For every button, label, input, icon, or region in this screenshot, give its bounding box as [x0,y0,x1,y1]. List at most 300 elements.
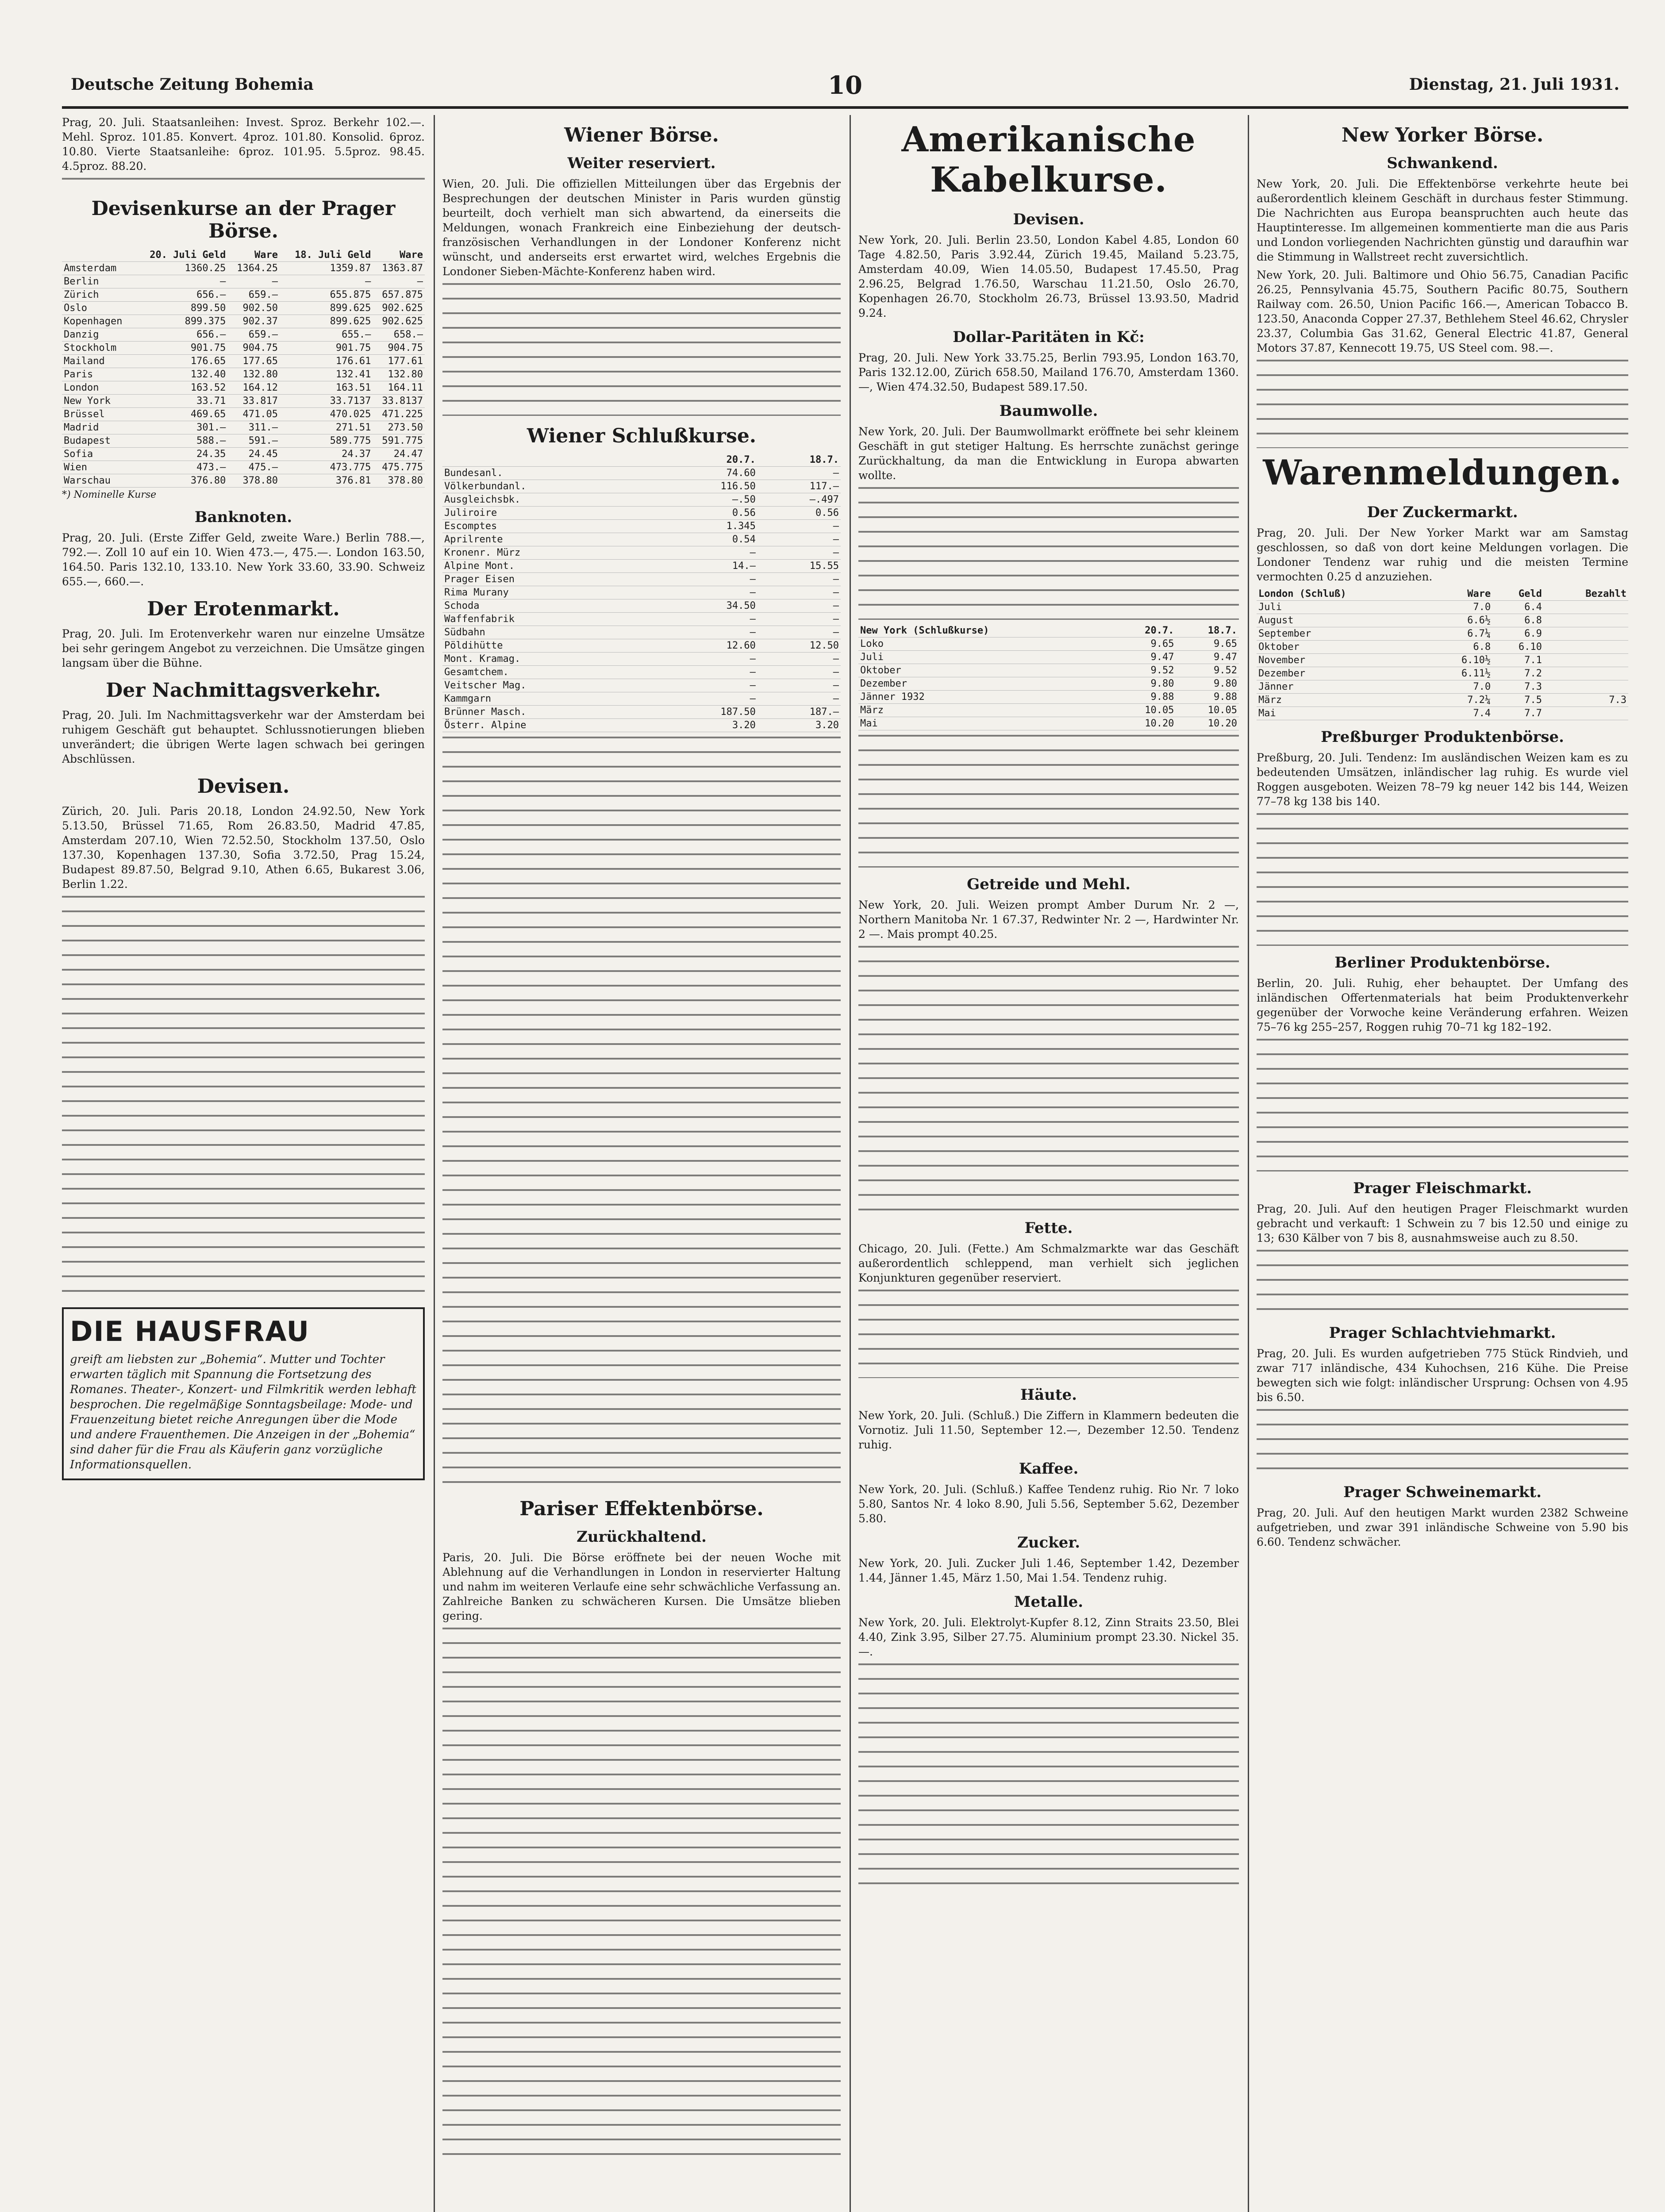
text-filler [858,1663,1239,1885]
table-cell: 471.225 [373,408,425,421]
table-cell: — [659,692,758,706]
table-cell: London [62,381,135,395]
wiener-boerse-subtitle: Weiter reserviert. [567,154,716,172]
table-cell: 7.3 [1544,694,1628,707]
table-row [858,664,1239,677]
table-cell: 187.50 [659,706,758,719]
table-row [62,302,425,315]
table-cell: 132.41 [280,368,373,381]
nachmittag-title: Der Nachmittagsverkehr. [106,679,381,702]
table-cell: Ausgleichsbk. [442,493,659,507]
table-row [1257,694,1628,707]
table-cell: 33.8137 [373,395,425,408]
text-filler [1257,1250,1628,1316]
table-cell: 311.— [227,421,280,434]
table-cell: Brünner Masch. [442,706,659,719]
table-cell: 7.3 [1492,680,1544,694]
table-cell: Dezember [858,677,1113,691]
table-cell: Mailand [62,355,135,368]
table-cell: Budapest [62,434,135,448]
text-filler [858,946,1239,1211]
banknoten-title: Banknoten. [194,508,292,526]
table-row [442,560,841,573]
text-filler [442,737,841,1489]
devisen2-text: Zürich, 20. Juli. Paris 20.18, London 24.92.50, New York 5.13.50, Brüssel 71.65, Rom 26.83.50, Madrid 47.85, Amsterdam 207.10, Wien 72.52.50, Stockholm 137.50, Oslo 137.30, Kopenhagen 137.30, Sofia 3.72.50, Prag 15.24, Budapest 89.87.50, Belgrad 9.10, Athen 6.65, Bukarest 3.06, Berlin 1.22. [62,805,425,891]
table-cell: August [1257,614,1430,627]
table-header-cell: Ware [227,249,280,262]
table-cell: 33.7137 [280,395,373,408]
table-row [442,507,841,520]
table-row [442,679,841,692]
kaffee-title: Kaffee. [1019,1460,1079,1478]
column-3 [858,115,1239,2212]
table-cell: Alpine Mont. [442,560,659,573]
fette-title: Fette. [1024,1219,1073,1237]
baumwolle-text: New York, 20. Juli. Der Baumwollmarkt eröffnete bei sehr kleinem Geschäft in gut stetiger Haltung. Es herrschte zunächst geringe Zurückhaltung, da man die Entwicklung in Europa abwarten wollte. [858,425,1239,482]
page-number: 10 [828,71,862,100]
table-cell [1544,667,1628,680]
table-cell: 10.20 [1176,717,1239,730]
table-cell: 7.7 [1492,707,1544,720]
table-row [62,421,425,434]
table-cell: Stockholm [62,342,135,355]
newspaper-page [62,66,1628,2212]
table-cell: 901.75 [135,342,227,355]
table-cell: 591.775 [373,434,425,448]
table-cell: 33.817 [227,395,280,408]
table-cell: 902.37 [227,315,280,328]
table-cell: 469.65 [135,408,227,421]
column-4 [1257,115,1628,2212]
table-cell: 34.50 [659,599,758,613]
table-row [62,395,425,408]
table-cell: 9.80 [1113,677,1176,691]
table-cell: 899.625 [280,315,373,328]
table-row [62,474,425,488]
table-cell: Mai [1257,707,1430,720]
zuckermarkt-table [1257,588,1628,720]
schlachtvieh-title: Prager Schlachtviehmarkt. [1329,1324,1556,1342]
table-cell: 132.80 [227,368,280,381]
table-cell: 1364.25 [227,262,280,275]
table-cell: 6.6½ [1430,614,1492,627]
table-row [62,275,425,288]
table-cell: — [758,573,841,586]
table-cell: 658.— [373,328,425,342]
column-2 [442,115,841,2212]
table-cell: Mai [858,717,1113,730]
metalle-text: New York, 20. Juli. Elektrolyt-Kupfer 8.12, Zinn Straits 23.50, Blei 4.40, Zink 3.95, Silber 27.75. Aluminium prompt 23.30. Nickel 35.—. [858,1616,1239,1658]
table-header-cell [442,453,659,467]
table-row [858,691,1239,704]
table-cell: 0.54 [659,533,758,546]
table-cell: 9.88 [1113,691,1176,704]
table-cell: 0.56 [758,507,841,520]
erotenmarkt-text: Prag, 20. Juli. Im Erotenverkehr waren nur einzelne Umsätze bei sehr geringem Angebot zu verzeichnen. Die Umsätze gingen langsam über die Bühne. [62,627,425,669]
warenmeldungen-title: Warenmeldungen. [1263,453,1622,493]
text-filler [1257,813,1628,946]
table-cell: Pöldihütte [442,639,659,653]
table-cell: Dezember [1257,667,1430,680]
table-cell: 3.20 [659,719,758,732]
table-header-cell: New York (Schlußkurse) [858,624,1113,637]
table-header-cell: 18. Juli Geld [280,249,373,262]
table-cell: 6.10 [1492,641,1544,654]
devisen2-title: Devisen. [197,775,290,798]
table-cell: — [758,679,841,692]
table-cell: 9.65 [1176,637,1239,651]
text-filler [858,1290,1239,1378]
table-cell: — [373,275,425,288]
table-cell: 15.55 [758,560,841,573]
berliner-text: Berlin, 20. Juli. Ruhig, eher behauptet. Der Umfang des inländischen Offertenmaterials hat beim Produktenverkehr gegenüber der Vorwoche keine Veränderung erfahren. Weizen 75–76 kg 255–257, Roggen ruhig 70–71 kg 182–192. [1257,977,1628,1033]
pariser-subtitle: Zurückhaltend. [577,1528,707,1546]
text-filler [62,896,425,1294]
table-cell: —.497 [758,493,841,507]
table-cell: Jänner [1257,680,1430,694]
table-cell: Kopenhagen [62,315,135,328]
table-row [442,480,841,493]
schweine-title: Prager Schweinemarkt. [1343,1483,1542,1501]
table-cell [1544,627,1628,641]
table-cell: 656.— [135,328,227,342]
table-cell: Oktober [1257,641,1430,654]
table-row [442,653,841,666]
table-cell: 9.52 [1176,664,1239,677]
getreide-title: Getreide und Mehl. [967,876,1131,893]
table-cell: 376.81 [280,474,373,488]
haeute-text: New York, 20. Juli. (Schluß.) Die Ziffern in Klammern bedeuten die Vornotiz. Juli 11.50, September 12.—, Dezember 12.50. Tendenz ruhig. [858,1409,1239,1451]
table-cell: Südbahn [442,626,659,639]
table-header-cell: Geld [1492,588,1544,601]
table-cell: 187.— [758,706,841,719]
table-row [62,461,425,474]
table-cell: 3.20 [758,719,841,732]
table-cell: — [758,653,841,666]
table-cell: 656.— [135,288,227,302]
table-cell: — [659,666,758,679]
text-filler [442,1628,841,2158]
table-row [1257,614,1628,627]
table-cell: Waffenfabrik [442,613,659,626]
table-cell: 904.75 [373,342,425,355]
table-cell: Warschau [62,474,135,488]
table-cell: Berlin [62,275,135,288]
haeute-title: Häute. [1020,1386,1077,1404]
table-cell: — [758,467,841,480]
schlusskurse-table [442,453,841,732]
table-header-cell: 18.7. [758,453,841,467]
table-cell: 164.11 [373,381,425,395]
table-cell: Wien [62,461,135,474]
erotenmarkt-title: Der Erotenmarkt. [147,598,340,620]
text-filler [858,487,1239,620]
table-cell: Kronenr. Mürz [442,546,659,560]
table-cell: 904.75 [227,342,280,355]
zuckermarkt-title: Der Zuckermarkt. [1367,503,1518,521]
table-cell: 9.47 [1176,651,1239,664]
table-cell: 1.345 [659,520,758,533]
table-row [62,342,425,355]
table-row [1257,654,1628,667]
table-cell: Paris [62,368,135,381]
table-cell: — [280,275,373,288]
nyb-text: New York, 20. Juli. Die Effektenbörse verkehrte heute bei außerordentlich kleinem Geschäft in durchaus fester Stimmung. Die Nachrichten aus Europa beanspruchten auch heute das Hauptinteresse. Im allgemeinen kommentierte man die aus Paris und London vorliegenden Nachrichten günstig und daraufhin war die Stimmung in Wallstreet recht zuversichtlich. [1257,177,1628,263]
table-cell: Aprilrente [442,533,659,546]
table-cell: 9.65 [1113,637,1176,651]
ad-body: greift am liebsten zur „Bohemia“. Mutter und Tochter erwarten täglich mit Spannung die Fortsetzung des Romanes. Theater-, Konzert- und Filmkritik werden lebhaft besprochen. Die regelmäßige Sonntagsbeilage: Mode- und Frauenzeitung bietet reiche Anregungen über die Mode und andere Frauenthemen. Die Anzeigen in der „Bohemia“ sind daher für die Frau als Käuferin ganz vorzügliche Informationsquellen. [70,1353,416,1471]
table-cell: Mont. Kramag. [442,653,659,666]
table-row [858,704,1239,717]
schlachtvieh-text: Prag, 20. Juli. Es wurden aufgetrieben 775 Stück Rindvieh, und zwar 717 inländische, 434 Kuhochsen, 216 Kühe. Die Preise bewegten sich wie folgt: inländischer Ursprung: Ochsen von 4.95 bis 6.50. [1257,1347,1628,1404]
text-filler [442,283,841,416]
text-filler [1257,360,1628,448]
table-row [442,546,841,560]
table-cell: 9.47 [1113,651,1176,664]
table-cell: — [135,275,227,288]
table-cell: 7.5 [1492,694,1544,707]
table-cell: — [758,666,841,679]
table-row [62,355,425,368]
table-cell [1544,601,1628,614]
pariser-text: Paris, 20. Juli. Die Börse eröffnete bei der neuen Woche mit Ablehnung auf die Verhandlungen in London in reservierter Haltung und nahm im weiteren Verlaufe eine sehr schwächliche Verfassung an. Zahlreiche Banken zu schwächeren Kursen. Die Umsätze blieben gering. [442,1551,841,1622]
table-cell: Amsterdam [62,262,135,275]
table-cell: 176.61 [280,355,373,368]
fette-text: Chicago, 20. Juli. (Fette.) Am Schmalzmarkte war das Geschäft außerordentlich schleppend, man verhielt sich jeglichen Konjunkturen gegenüber reserviert. [858,1242,1239,1284]
table-cell: 6.11½ [1430,667,1492,680]
table-row [1257,680,1628,694]
table-cell: 378.80 [227,474,280,488]
zucker-title: Zucker. [1017,1534,1081,1551]
table-cell: 132.80 [373,368,425,381]
dollar-paritaeten-text: Prag, 20. Juli. New York 33.75.25, Berlin 793.95, London 163.70, Paris 132.12.00, Zürich 658.50, Mailand 176.70, Amsterdam 1360.—, Wien 474.32.50, Budapest 589.17.50. [858,351,1239,393]
table-row [62,381,425,395]
table-row [1257,641,1628,654]
table-cell: Danzig [62,328,135,342]
table-row [858,651,1239,664]
zuckermarkt-text: Prag, 20. Juli. Der New Yorker Markt war am Samstag geschlossen, so daß von dort keine Meldungen vorlagen. Die Londoner Tendenz war ruhig und die meisten Termine vermochten 0.25 d anzuziehen. [1257,526,1628,583]
hausfrau-advertisement [62,1307,425,1480]
table-cell: 6.10½ [1430,654,1492,667]
table-cell: 7.1 [1492,654,1544,667]
table-cell: 7.2¼ [1430,694,1492,707]
table-cell: März [1257,694,1430,707]
table-row [62,368,425,381]
table-cell: Österr. Alpine [442,719,659,732]
table-header-cell: Ware [1430,588,1492,601]
table-cell: 132.40 [135,368,227,381]
table-cell: 6.7¼ [1430,627,1492,641]
ad-title: DIE HAUSFRAU [70,1315,310,1348]
nyb-quotes: New York, 20. Juli. Baltimore und Ohio 56.75, Canadian Pacific 26.25, Pennsylvania 45.75, Southern Pacific 80.75, Southern Railway com. 26.50, Union Pacific 166.—, American Tobacco B. 123.50, Anaconda Copper 27.37, Bethlehem Steel 46.62, Chrysler 23.37, Columbia Gas 31.62, General Electric 41.87, General Motors 37.87, Kennecott 19.75, US Steel com. 98.—. [1257,269,1628,354]
table-cell: 655.— [280,328,373,342]
table-cell: 10.05 [1176,704,1239,717]
table-cell: 899.50 [135,302,227,315]
table-cell: Oslo [62,302,135,315]
table-cell: September [1257,627,1430,641]
table-cell: 116.50 [659,480,758,493]
table-cell: 1363.87 [373,262,425,275]
table-cell: 473.— [135,461,227,474]
schlusskurse-title: Wiener Schlußkurse. [527,425,757,447]
table-cell: — [758,520,841,533]
table-cell: 12.50 [758,639,841,653]
table-cell: 24.47 [373,448,425,461]
table-cell: 177.61 [373,355,425,368]
table-row [62,448,425,461]
berliner-title: Berliner Produktenbörse. [1334,954,1550,972]
table-row [62,262,425,275]
table-cell: Kammgarn [442,692,659,706]
table-row [1257,601,1628,614]
table-cell: 902.625 [373,315,425,328]
table-cell: 659.— [227,328,280,342]
kaffee-text: New York, 20. Juli. (Schluß.) Kaffee Tendenz ruhig. Rio Nr. 7 loko 5.80, Santos Nr. 4 loko 8.90, Juli 5.56, September 5.62, Dezember 5.80. [858,1483,1239,1525]
table-cell: Schoda [442,599,659,613]
table-cell: 475.— [227,461,280,474]
text-filler [62,178,425,188]
produkten-title: Preßburger Produktenbörse. [1321,728,1564,746]
table-cell: — [758,599,841,613]
table-header-cell [62,249,135,262]
table-cell: Prager Eisen [442,573,659,586]
table-cell: 902.50 [227,302,280,315]
table-cell: 588.— [135,434,227,448]
table-cell: 24.35 [135,448,227,461]
table-cell: 24.37 [280,448,373,461]
table-cell: Zürich [62,288,135,302]
table-row [442,520,841,533]
baumwolle-title: Baumwolle. [999,402,1098,420]
table-cell: 6.8 [1430,641,1492,654]
table-cell: — [659,679,758,692]
table-row [858,637,1239,651]
table-row [442,666,841,679]
table-header-cell: 20. Juli Geld [135,249,227,262]
fleisch-title: Prager Fleischmarkt. [1353,1179,1532,1197]
table-cell: — [758,546,841,560]
nachmittag-text: Prag, 20. Juli. Im Nachmittagsverkehr war der Amsterdam bei ruhigem Geschäft gut behauptet. Schlussnotierungen blieben unverändert; die übrigen Werte lagen schwach bei geringen Abschlüssen. [62,709,425,765]
table-cell: Loko [858,637,1113,651]
table-row [442,586,841,599]
table-row [62,328,425,342]
table-cell: 657.875 [373,288,425,302]
table-cell: — [659,613,758,626]
table-cell: 470.025 [280,408,373,421]
table-cell: New York [62,395,135,408]
table-row [1257,627,1628,641]
zucker-text: New York, 20. Juli. Zucker Juli 1.46, September 1.42, Dezember 1.44, Jänner 1.45, März 1.50, Mai 1.54. Tendenz ruhig. [858,1557,1239,1584]
table-cell: März [858,704,1113,717]
text-filler [858,735,1239,868]
table-row [858,717,1239,730]
table-cell: Gesamtchem. [442,666,659,679]
table-cell: 901.75 [280,342,373,355]
text-filler [1257,1039,1628,1171]
table-cell: 273.50 [373,421,425,434]
banknoten-text: Prag, 20. Juli. (Erste Ziffer Geld, zweite Ware.) Berlin 788.—, 792.—. Zoll 10 auf ein 10. Wien 473.—, 475.—. London 163.50, 164.50. Paris 132.10, 133.10. New York 33.60, 33.90. Schweiz 655.—, 660.—. [62,531,425,588]
table-cell [1544,654,1628,667]
table-cell: — [758,533,841,546]
table-header-cell: Bezahlt [1544,588,1628,601]
table-row [1257,707,1628,720]
table-cell: 6.9 [1492,627,1544,641]
table-header-cell: London (Schluß) [1257,588,1430,601]
produkten-text: Preßburg, 20. Juli. Tendenz: Im ausländischen Weizen kam es zu bedeutenden Umsätzen, inländischer lag ruhig. Es wurde viel Roggen ausgeboten. Weizen 78–79 kg neuer 142 bis 144, Weizen 77–78 kg 138 bis 140. [1257,751,1628,808]
table-row [442,599,841,613]
table-cell: Juli [1257,601,1430,614]
table-row [62,315,425,328]
table-cell: November [1257,654,1430,667]
table-row [1257,667,1628,680]
table-header-cell: 20.7. [1113,624,1176,637]
table-cell: 473.775 [280,461,373,474]
table-cell: Escomptes [442,520,659,533]
table-header-cell: 20.7. [659,453,758,467]
table-cell: 10.05 [1113,704,1176,717]
table-row [62,288,425,302]
table-cell: — [758,613,841,626]
wiener-boerse-text: Wien, 20. Juli. Die offiziellen Mitteilungen über das Ergebnis der Besprechungen der deutschen Minister in Paris wurden günstig beurteilt, doch verhielt man sich abwartend, da einerseits die Meldungen, wonach Frankreich eine Einbeziehung der deutsch-französischen Verhandlungen in der Londoner Konferenz nicht wünscht, und anderseits erst erwartet wird, welches Ergebnis die Londoner Sieben-Mächte-Konferenz haben wird. [442,177,841,278]
nyb-subtitle: Schwankend. [1387,154,1498,172]
table-cell: 378.80 [373,474,425,488]
table-cell: Juli [858,651,1113,664]
table-cell: 24.45 [227,448,280,461]
paper-name: Deutsche Zeitung Bohemia [71,75,314,94]
table-row [442,706,841,719]
dollar-paritaeten-title: Dollar-Paritäten in Kč: [953,328,1145,346]
table-cell: 7.2 [1492,667,1544,680]
table-cell: 164.12 [227,381,280,395]
table-cell: 9.52 [1113,664,1176,677]
table-row [858,677,1239,691]
table-header-cell: 18.7. [1176,624,1239,637]
table-cell [1544,707,1628,720]
table-cell: Brüssel [62,408,135,421]
devisen-title: Devisenkurse an der Prager Börse. [91,197,396,242]
table-cell: 659.— [227,288,280,302]
table-cell: Oktober [858,664,1113,677]
getreide-text: New York, 20. Juli. Weizen prompt Amber Durum Nr. 2 —, Northern Manitoba Nr. 1 67.37, Redwinter Nr. 2 —, Hardwinter Nr. 2 —. Mais prompt 40.25. [858,899,1239,941]
table-cell: 6.4 [1492,601,1544,614]
pariser-title: Pariser Effektenbörse. [519,1498,764,1520]
table-cell: — [659,573,758,586]
table-cell: 117.— [758,480,841,493]
table-cell: — [659,546,758,560]
table-cell: 7.0 [1430,601,1492,614]
table-cell: 589.775 [280,434,373,448]
table-cell: 12.60 [659,639,758,653]
table-cell: 899.375 [135,315,227,328]
table-cell: — [659,586,758,599]
table-row [442,573,841,586]
column-rule [1248,115,1249,2212]
table-cell: 9.88 [1176,691,1239,704]
table-cell [1544,641,1628,654]
table-cell: 14.— [659,560,758,573]
table-cell: — [758,692,841,706]
table-cell: 163.51 [280,381,373,395]
table-cell: — [758,586,841,599]
table-row [442,692,841,706]
table-row [442,719,841,732]
table-cell: 376.80 [135,474,227,488]
table-cell: Sofia [62,448,135,461]
table-cell: — [659,626,758,639]
table-cell: Veitscher Mag. [442,679,659,692]
table-cell: 899.625 [280,302,373,315]
table-cell: 74.60 [659,467,758,480]
